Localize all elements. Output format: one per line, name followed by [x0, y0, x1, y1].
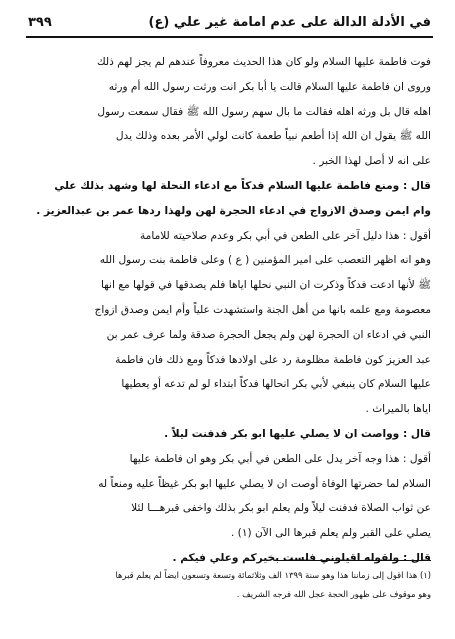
- page-header: [28, 10, 431, 34]
- text-line: عن ثواب الصلاة فدفنت ليلاً ولم يعلم ابو بكر بذلك واخفى قبرهـــا لئلا: [131, 502, 431, 515]
- text-line: وهو انه اظهر التعصب على امير المؤمنين ( ع ) وعلى فاطمة بنت رسول الله: [99, 254, 431, 267]
- main-text: [26, 50, 431, 571]
- text-line: ﷺ لأنها ادعت فدكاً وذكرت ان النبي نحلها اياها فلم يصدقها في قولها مع انها: [100, 279, 431, 292]
- quoted-statement-line: قال : وواصت ان لا يصلي عليها ابو بكر فدفنت ليلاً .: [164, 427, 431, 440]
- text-line: معصومة ومع علمه بانها من أهل الجنة واستشهدت علياً وأم ايمن وصدق ازواج: [94, 303, 431, 316]
- text-line: الله ﷺ يقول ان الله إذا أطعم نبياً طعمة كانت لولي الأمر بعده وذلك يدل: [115, 130, 431, 143]
- footnote-line: (١) هذا اقول إلى زماننا هذا وهو سنة ١٣٩٩ الف وثلاثمائة وتسعة وتسعون ايضاً لم يعلم قبرها: [115, 570, 431, 580]
- text-line: أقول : هذا وجه آخر يدل على الطعن في أبي بكر وهو ان فاطمة عليها: [129, 452, 431, 465]
- quoted-statement-line: وام ايمن وصدق الازواج في ادعاء الحجرة لهن ولهذا ردها عمر بن عبدالعزيز .: [36, 204, 431, 217]
- footnote-divider: [275, 560, 431, 561]
- quoted-statement-line: قال : ومنع فاطمة عليها السلام فدكاً مع ادعاء النحلة لها وشهد بذلك علي: [54, 179, 431, 192]
- text-line: عبد العزيز كون فاطمة مظلومة رد على اولادها فدكاً ومع ذلك فان فاطمة: [115, 353, 431, 366]
- text-line: وروى ان فاطمة عليها السلام قالت يا أبا بكر انت ورثت رسول الله أم ورثه: [108, 80, 431, 93]
- text-line: اهله قال بل ورثه اهله فقالت ما بال سهم رسول الله ﷺ فقال سمعت رسول: [97, 105, 431, 118]
- text-line: اياها بالميراث .: [365, 403, 431, 416]
- text-line: فوت فاطمة عليها السلام ولو كان هذا الحديث معروفاً عندهم لم يجز لهم ذلك: [96, 56, 431, 68]
- text-line: عليها السلام كان ينبغي لأبي بكر انحالها فدكاً ابتداء لو لم تدعه أو يعطيها: [121, 378, 431, 391]
- text-line: السلام لما حضرتها الوفاة أوصت ان لا يصلي عليها ابو بكر غيظاً عليه ومنعاً له: [98, 477, 431, 490]
- running-title: في الأدلة الدالة على عدم امامة غير علي (ع): [148, 14, 431, 30]
- quoted-statement-line: قال : ولقوله اقيلوني فلست بخيركم وعلي فيكم .: [172, 551, 431, 564]
- text-line: يصلي على القبر ولم يعلم قبرها الى الآن (١) .: [230, 527, 431, 540]
- footnotes: [26, 566, 431, 604]
- text-line: أقول : هذا دليل آخر على الطعن في أبي بكر وعدم صلاحيته للامامة: [139, 229, 431, 242]
- text-line: النبي في ادعاء ان الحجرة لهن ولم يجعل الحجرة صدقة ولما عرف عمر بن: [106, 328, 431, 341]
- page-number: ٣٩٩: [28, 14, 52, 30]
- footnote-line: وهو موقوف على ظهور الحجة عجل الله فرجه الشريف .: [236, 589, 431, 599]
- text-line: على انه لا أصل لهذا الخبر .: [312, 155, 431, 168]
- header-divider: [26, 36, 433, 38]
